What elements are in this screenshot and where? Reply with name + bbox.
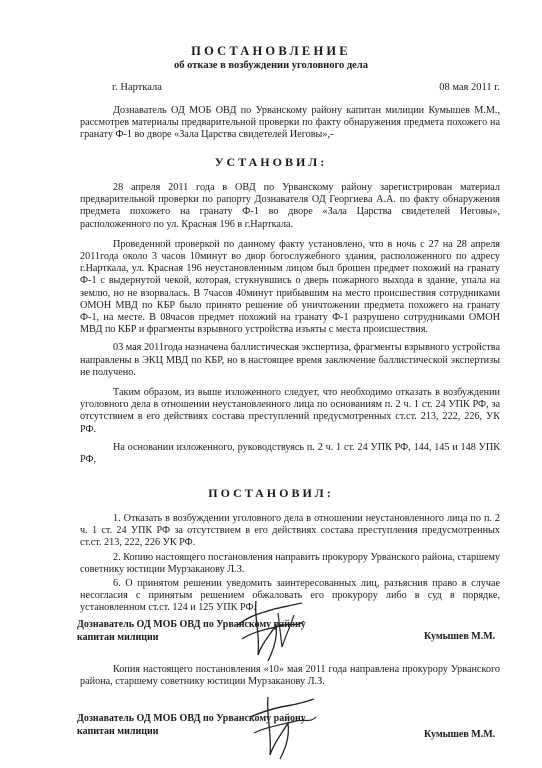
established-paragraph-5: На основании изложенного, руководствуясь п. 2 ч. 1 ст. 24 УПК РФ, 144, 145 и 148 УПК РФ, bbox=[80, 441, 500, 466]
document-subtitle: об отказе в возбуждении уголовного дела bbox=[174, 60, 368, 71]
established-paragraph-2: Проведенной проверкой по данному факту установлено, что в ночь с 27 на 28 апреля 2011года около 3 часов 10минут во двор богослужебного здания, расположенного по адресу г.Нарткала, ул. Красная 196 неустановленным лицом был брошен предмет похожий на гранату Ф-1 с выдернутой чекой, которая, стукнувшись о дверь пожарного выхода в здание, упала на землю, но не взорвалась. В 7часов 40минут прибывшим на место происшествия сотрудниками ОМОН МВД по КБР было принято решение об уничтожении предмета похожего на гранату Ф-1, на месте. В 08часов предмет похожий на гранату Ф-1 разрушено сотрудниками ОМОН МВД по КБР и фрагменты взрывного устройства изъяты с места происшествия. bbox=[80, 238, 500, 336]
resolved-item-2: 2. Копию настоящего постановления направить прокурору Урванского района, старшему советнику юстиции Мурзаканову Л.З. bbox=[80, 551, 501, 575]
signature-1-position: Дознаватель ОД МОБ ОВД по Урванскому району bbox=[77, 619, 306, 630]
signature-1-rank: капитан милиции bbox=[77, 632, 159, 643]
established-heading: УСТАНОВИЛ: bbox=[214, 155, 328, 169]
signature-2-rank: капитан милиции bbox=[77, 726, 159, 737]
established-paragraph-3: 03 мая 2011года назначена баллистическая экспертиза, фрагменты взрывного устройства направлены в ЭКЦ МВД по КБР, но в настоящее время заключение баллистической экспертизы не получено. bbox=[80, 342, 500, 378]
intro-paragraph: Дознаватель ОД МОБ ОВД по Урванскому району капитан милиции Кумышев М.М., рассмотрев материалы предварительной проверки по факту обнаружения предмета похожего на гранату Ф-1 во дворе «Зала Царства свидетелей Иеговы»,- bbox=[80, 105, 500, 141]
established-paragraph-4: Таким образом, из выше изложенного следует, что необходимо отказать в возбуждении уголовного дела в отношении неустановленного лица по основаниям п. 2 ч. 1 ст. 24 УПК РФ, за отсутствием в его действиях состава преступлений предусмотренных ст.ст. 213, 222, 226, УК РФ. bbox=[80, 387, 500, 435]
handwritten-signature-1 bbox=[232, 595, 312, 665]
signature-2-position: Дознаватель ОД МОБ ОВД по Урванскому району bbox=[77, 713, 306, 724]
resolved-item-1: 1. Отказать в возбуждении уголовного дела в отношении неустановленного лица по п. 2 ч. 1 ст. 24 УПК РФ за отсутствием в его действиях состава преступления предусмотренных ст.ст. 213, 222, 226 УК РФ. bbox=[80, 513, 500, 549]
established-paragraph-1: 28 апреля 2011 года в ОВД по Урванскому району зарегистрирован материал предварительной проверки по рапорту Дознавателя ОД Георгиева А.А. по факту обнаружения предмета похожего на гранату Ф-1 во дворе «Зала Царства свидетелей Иеговы», расположенного по ул. Красная 196 в г.Нарткала. bbox=[80, 182, 500, 230]
signature-1-name: Кумышев М.М. bbox=[424, 631, 496, 642]
resolved-item-3: 6. О принятом решении уведомить заинтересованных лиц, разъяснив право в случае несогласия с принятым решением обжаловать его прокурору либо в суд в порядке, установленном ст.ст. 124 и 125 УПК РФ. bbox=[80, 578, 500, 614]
resolved-heading: ПОСТАНОВИЛ: bbox=[208, 486, 334, 500]
signature-2-name: Кумышев М.М. bbox=[424, 729, 496, 740]
copy-note: Копия настоящего постановления «10» мая 2011 года направлена прокурору Урванского района, старшему советнику юстиции Мурзаканову Л.З. bbox=[80, 664, 500, 688]
date-label: 08 мая 2011 г. bbox=[439, 82, 500, 93]
place-label: г. Нарткала bbox=[112, 82, 162, 93]
handwritten-signature-2 bbox=[246, 693, 318, 763]
established-section bbox=[80, 182, 500, 466]
document-title: ПОСТАНОВЛЕНИЕ bbox=[191, 44, 351, 58]
